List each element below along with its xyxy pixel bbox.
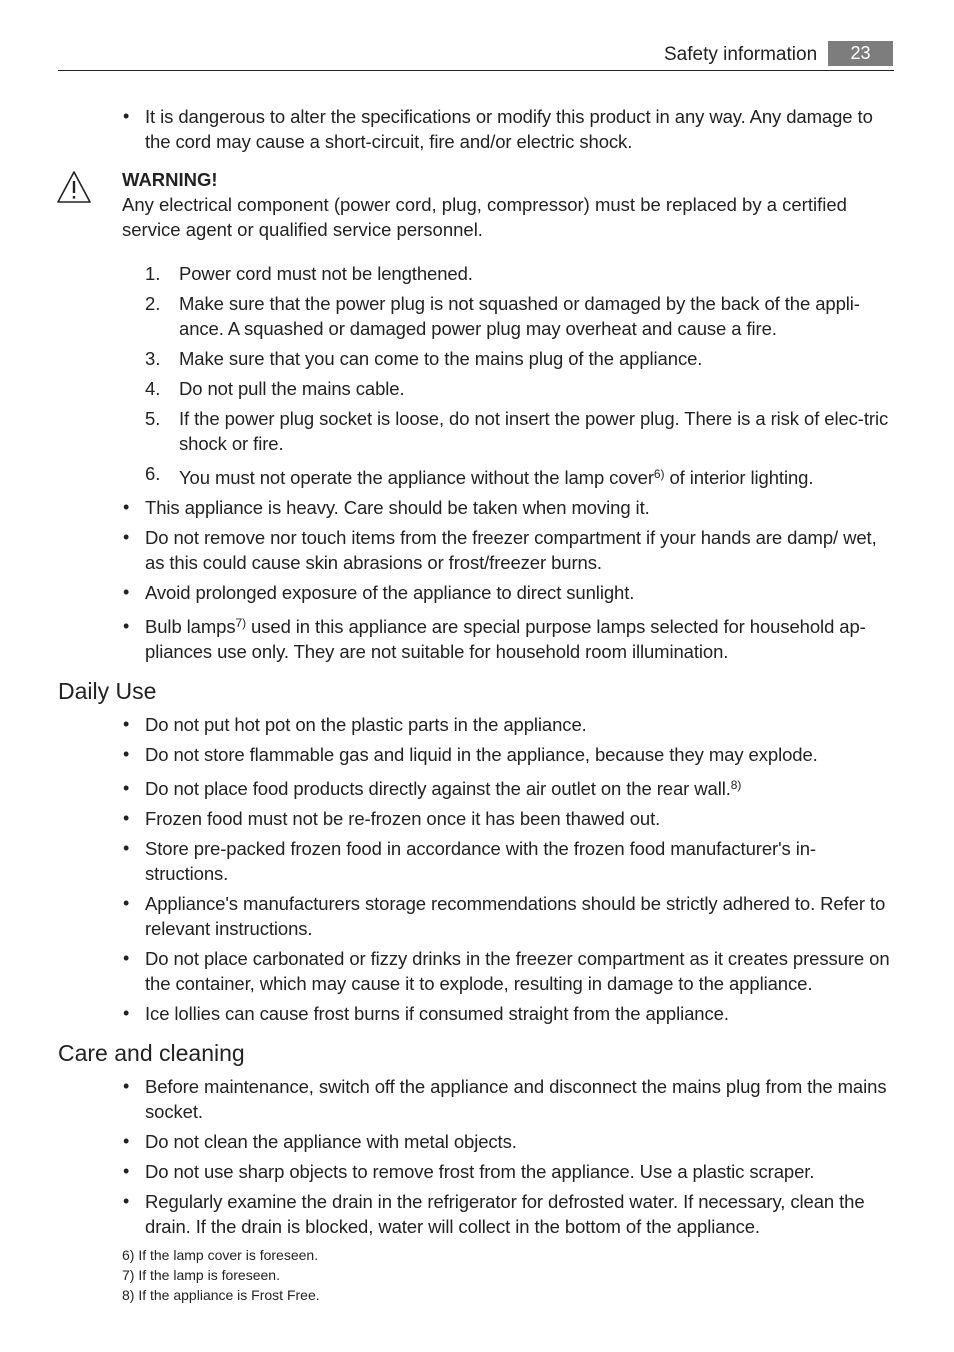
daily-use-bullet-7: • Do not place carbonated or fizzy drinks in the freezer compartment as it creates pressure on the container, which may cause it to explode, resulting in damage to the appliance. bbox=[145, 946, 893, 996]
numbered-item-5 bbox=[145, 406, 893, 456]
section-title-daily-use: Daily Use bbox=[58, 678, 157, 704]
warning-triangle-icon bbox=[56, 170, 92, 204]
header-section-title: Safety information bbox=[664, 44, 818, 65]
item-number: 5. bbox=[145, 408, 161, 429]
item-text: Power cord must not be lengthened. bbox=[179, 263, 473, 284]
item-number: 4. bbox=[145, 378, 161, 399]
item-number: 2. bbox=[145, 293, 161, 314]
daily-use-bullet-5: • Store pre-packed frozen food in accordance with the frozen food manufacturer's in-structions. bbox=[145, 836, 893, 886]
numbered-item-3 bbox=[145, 346, 893, 371]
item-text-after: of interior lighting. bbox=[664, 467, 814, 488]
care-bullet-2: • Do not clean the appliance with metal objects. bbox=[145, 1129, 893, 1154]
general-bullet-2: • Do not remove nor touch items from the freezer compartment if your hands are damp/ wet, as this could cause skin abrasions or frost/freezer burns. bbox=[145, 525, 893, 575]
footnote-7: 7) If the lamp is foreseen. bbox=[122, 1267, 280, 1283]
daily-use-bullet-4: • Frozen food must not be re-frozen once it has been thawed out. bbox=[145, 806, 893, 831]
bullet-text-after: used in this appliance are special purpose lamps selected for household ap-pliances use only. They are not suitable for household room illumination. bbox=[145, 616, 866, 662]
warning-text: Any electrical component (power cord, plug, compressor) must be replaced by a certified service agent or qualified service personnel. bbox=[122, 194, 847, 240]
general-bullet-4 bbox=[145, 614, 893, 664]
intro-bullet: • It is dangerous to alter the specifications or modify this product in any way. Any damage to the cord may cause a short-circuit, fire and/or electric shock. bbox=[145, 104, 893, 154]
general-bullet-3: • Avoid prolonged exposure of the appliance to direct sunlight. bbox=[145, 580, 893, 605]
daily-use-bullet-8: • Ice lollies can cause frost burns if consumed straight from the appliance. bbox=[145, 1001, 893, 1026]
care-bullet-1: • Before maintenance, switch off the appliance and disconnect the mains plug from the mains socket. bbox=[145, 1074, 893, 1124]
numbered-item-6 bbox=[145, 463, 893, 490]
footnote-ref: 7) bbox=[235, 616, 246, 630]
daily-use-bullet-1: • Do not put hot pot on the plastic parts in the appliance. bbox=[145, 712, 893, 737]
care-bullet-4: • Regularly examine the drain in the refrigerator for defrosted water. If necessary, clean the drain. If the drain is blocked, water will collect in the bottom of the appliance. bbox=[145, 1189, 893, 1239]
daily-use-bullet-2: • Do not store flammable gas and liquid in the appliance, because they may explode. bbox=[145, 742, 893, 767]
numbered-item-1 bbox=[145, 261, 893, 286]
item-text: Do not pull the mains cable. bbox=[179, 378, 405, 399]
care-bullet-3: • Do not use sharp objects to remove frost from the appliance. Use a plastic scraper. bbox=[145, 1159, 893, 1184]
general-bullet-1: • This appliance is heavy. Care should be taken when moving it. bbox=[145, 495, 893, 520]
header-rule bbox=[58, 70, 894, 71]
item-number: 1. bbox=[145, 263, 161, 284]
page-number: 23 bbox=[828, 41, 893, 66]
daily-use-bullet-3 bbox=[145, 776, 893, 801]
item-number: 3. bbox=[145, 348, 161, 369]
item-text: You must not operate the appliance without the lamp cover bbox=[179, 467, 654, 488]
warning-title: WARNING! bbox=[122, 169, 218, 190]
numbered-item-2 bbox=[145, 291, 893, 341]
item-text: Make sure that the power plug is not squashed or damaged by the back of the appli-ance. A squashed or damaged power plug may overheat and cause a fire. bbox=[179, 293, 860, 339]
numbered-item-4 bbox=[145, 376, 893, 401]
bullet-text: Do not place food products directly against the air outlet on the rear wall. bbox=[145, 778, 731, 799]
item-text: Make sure that you can come to the mains plug of the appliance. bbox=[179, 348, 703, 369]
daily-use-bullet-6: • Appliance's manufacturers storage recommendations should be strictly adhered to. Refer to relevant instructions. bbox=[145, 891, 893, 941]
section-title-care-and-cleaning: Care and cleaning bbox=[58, 1040, 245, 1066]
item-number: 6. bbox=[145, 463, 161, 484]
footnote-6: 6) If the lamp cover is foreseen. bbox=[122, 1247, 319, 1263]
footnote-8: 8) If the appliance is Frost Free. bbox=[122, 1287, 320, 1303]
bullet-text: Bulb lamps bbox=[145, 616, 236, 637]
footnote-ref: 8) bbox=[730, 778, 742, 792]
footnote-ref: 6) bbox=[653, 467, 665, 481]
item-text: If the power plug socket is loose, do not insert the power plug. There is a risk of elec-tric shock or fire. bbox=[179, 408, 889, 454]
